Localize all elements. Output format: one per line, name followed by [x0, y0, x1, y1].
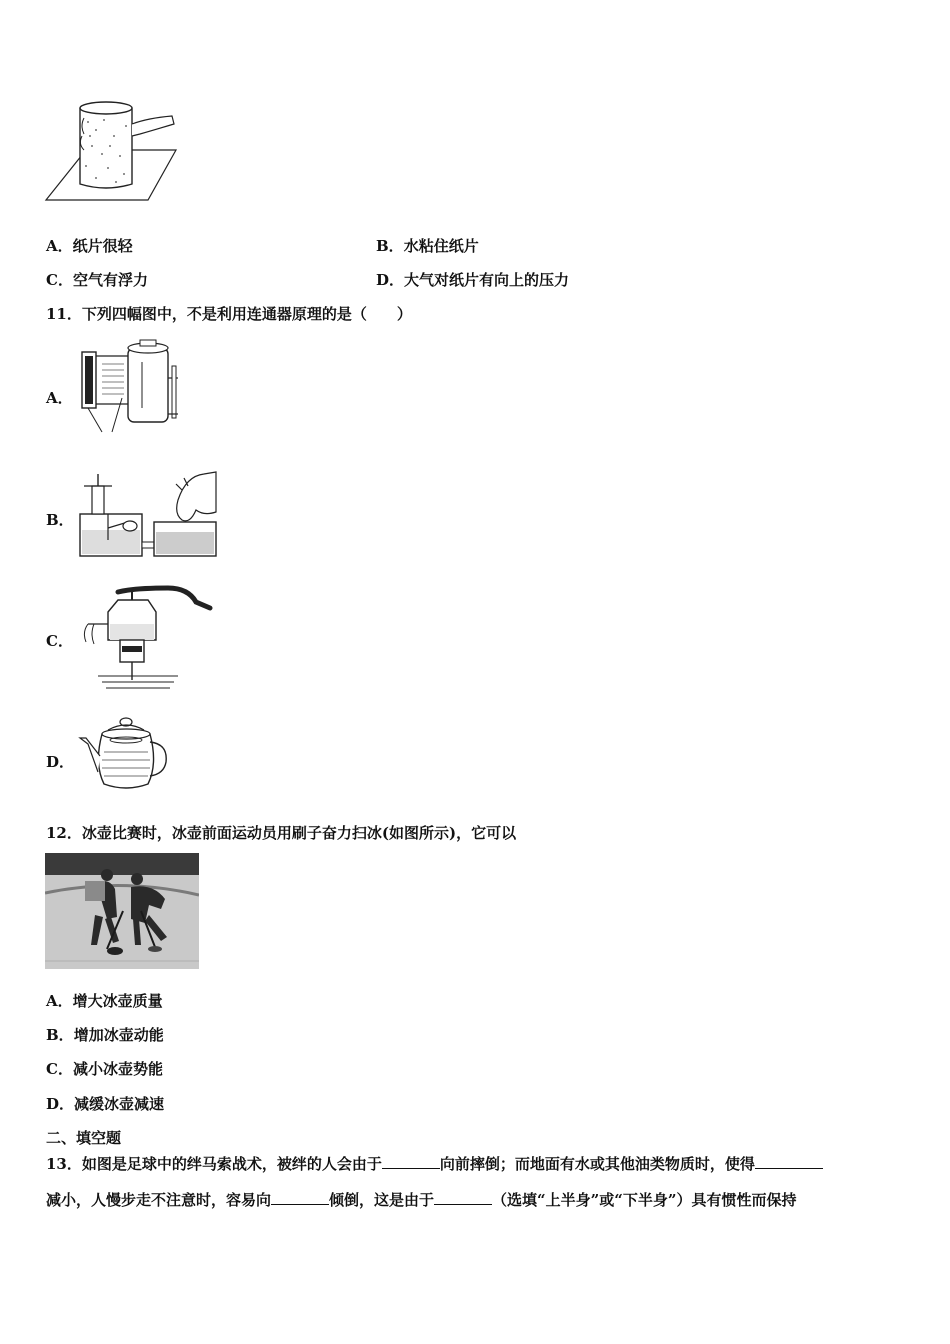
q13-line-2 [46, 1190, 797, 1210]
option-text: 纸片很轻 [72, 237, 133, 255]
cup-paper-figure [44, 96, 178, 204]
option-letter: B． [46, 1026, 74, 1044]
option-letter: C． [46, 271, 73, 289]
option-text: 水粘住纸片 [403, 237, 479, 255]
q11-stem: 11．下列四幅图中，不是利用连通器原理的是（ ） [46, 305, 412, 323]
q11-option-b-letter[interactable]: B． [46, 511, 74, 529]
q10-option-c[interactable] [46, 270, 148, 290]
option-letter: D． [46, 1095, 75, 1113]
piston-pump-figure [78, 580, 218, 692]
q10-option-b[interactable] [376, 236, 479, 256]
q13-text: 减小，人慢步走不注意时，容易向 [46, 1191, 272, 1209]
option-text: 增加冰壶动能 [73, 1026, 164, 1044]
automatic-drinker-figure [78, 470, 218, 560]
section-title: 二、填空题 [46, 1129, 122, 1147]
q11-option-c-letter[interactable]: C． [46, 632, 73, 650]
q12-option-a[interactable] [46, 991, 163, 1011]
answer-blank-1[interactable] [382, 1154, 440, 1169]
option-letter: A． [46, 237, 73, 255]
q13-text: 倾倒，这是由于 [329, 1191, 435, 1209]
answer-blank-2[interactable] [755, 1154, 823, 1169]
option-text: 大气对纸片有向上的压力 [404, 271, 570, 289]
option-letter: C． [46, 1060, 73, 1078]
q12-option-b[interactable] [46, 1025, 164, 1045]
option-letter: D． [376, 271, 405, 289]
option-text: 空气有浮力 [72, 271, 148, 289]
option-text: 减缓冰壶减速 [74, 1095, 165, 1113]
q10-option-d[interactable] [376, 270, 569, 290]
teapot-figure [78, 716, 170, 792]
q11-option-d-letter[interactable]: D． [46, 753, 75, 771]
option-text: 增大冰壶质量 [72, 992, 163, 1010]
q13-text: （选填“上半身”或“下半身”）具有惯性而保持 [492, 1191, 797, 1209]
q12-option-d[interactable] [46, 1094, 164, 1114]
answer-blank-3[interactable] [271, 1190, 329, 1205]
q13-text: 向前摔倒；而地面有水或其他油类物质时，使得 [439, 1155, 755, 1173]
q11-option-a-letter[interactable]: A． [46, 389, 73, 407]
q10-option-a[interactable] [46, 236, 133, 256]
option-letter: B． [376, 237, 404, 255]
option-letter: A． [46, 992, 73, 1010]
answer-blank-4[interactable] [434, 1190, 492, 1205]
q13-text: 13．如图是足球中的绊马索战术，被绊的人会由于 [46, 1155, 382, 1173]
q12-option-c[interactable] [46, 1059, 163, 1079]
q13-line-1 [46, 1154, 823, 1174]
option-text: 减小冰壶势能 [72, 1060, 163, 1078]
curling-photo [45, 853, 199, 969]
boiler-water-gauge-figure [78, 338, 186, 434]
q12-stem: 12．冰壶比赛时，冰壶前面运动员用刷子奋力扫冰(如图所示)，它可以 [46, 824, 517, 842]
